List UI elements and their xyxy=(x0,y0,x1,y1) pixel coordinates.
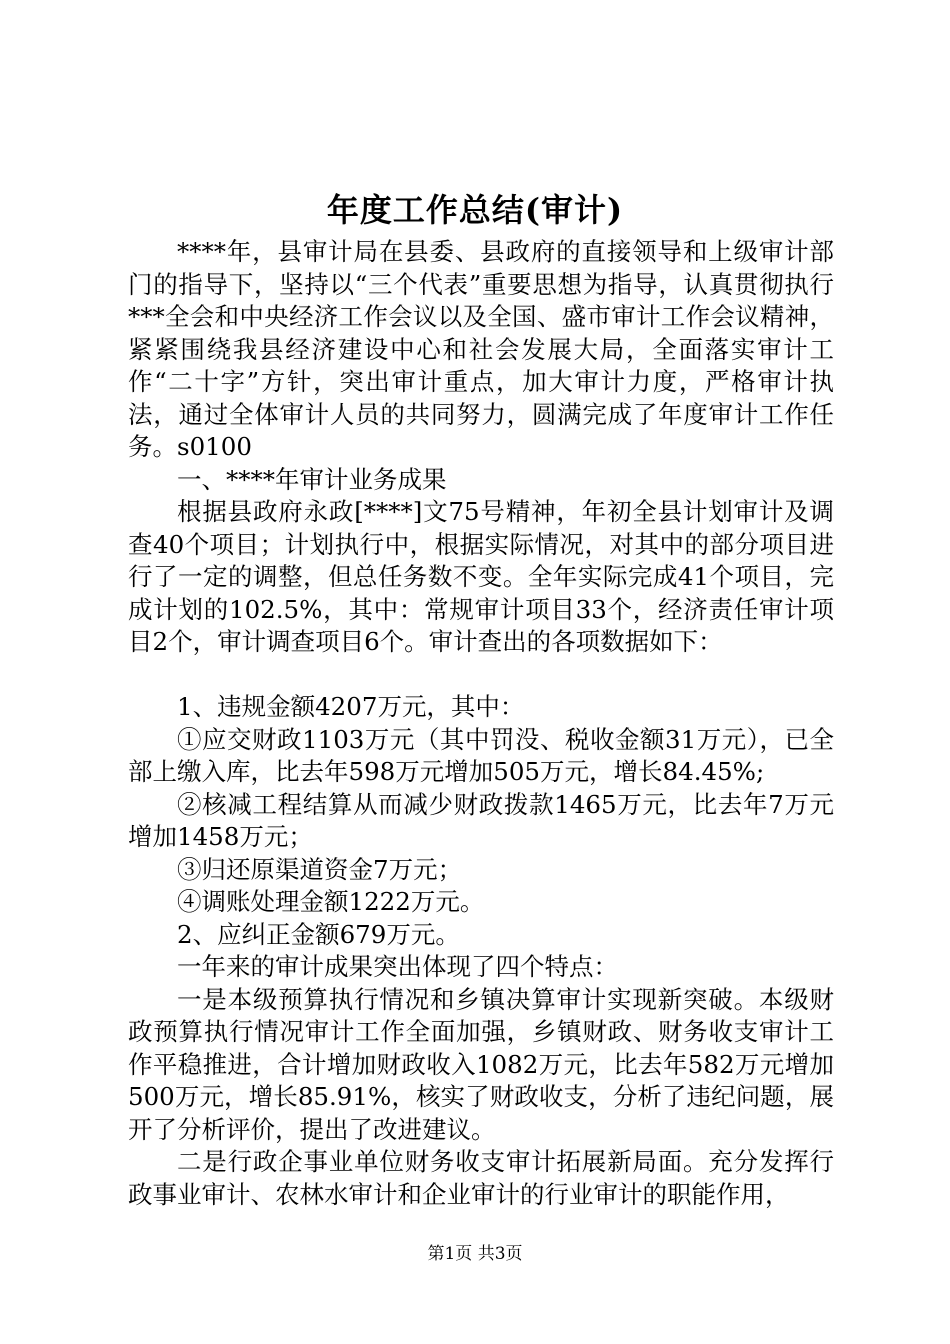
list-item-finance-due: ①应交财政1103万元（其中罚没、税收金额31万元），已全部上缴入库，比去年598万元增加505万元，增长84.45%; xyxy=(128,724,834,786)
list-item-violation-amount: 1、违规金额4207万元，其中： xyxy=(177,692,525,721)
paragraph-feature-2: 二是行政企事业单位财务收支审计拓展新局面。充分发挥行政事业审计、农林水审计和企业审计的行业审计的职能作用， xyxy=(128,1147,834,1209)
blank-line xyxy=(128,659,834,692)
section-heading-1: 一、****年审计业务成果 xyxy=(177,464,447,494)
list-item-project-settlement: ②核减工程结算从而减少财政拨款1465万元，比去年7万元增加1458万元； xyxy=(128,789,834,851)
paragraph-intro: ****年，县审计局在县委、县政府的直接领导和上级审计部门的指导下，坚持以“三个代表”重要思想为指导，认真贯彻执行***全会和中央经济工作会议以及全国、盛市审计工作会议精神，紧紧围绕我县经济建设中心和社会发展大局，全面落实审计工作“二十字”方针，突出审计重点，加大审计力度，严格审计执法，通过全体审计人员的共同努力，圆满完成了年度审计工作任务。s0100 xyxy=(128,237,834,461)
paragraph-plan: 根据县政府永政[****]文75号精神，年初全县计划审计及调查40个项目；计划执行中，根据实际情况，对其中的部分项目进行了一定的调整，但总任务数不变。全年实际完成41个项目，完成计划的102.5%，其中：常规审计项目33个，经济责任审计项目2个，审计调查项目6个。审计查出的各项数据如下： xyxy=(128,497,834,656)
document-title: 年度工作总结(审计) xyxy=(326,191,624,229)
paragraph-features-intro: 一年来的审计成果突出体现了四个特点： xyxy=(177,952,618,981)
paragraph-feature-1: 一是本级预算执行情况和乡镇决算审计实现新突破。本级财政预算执行情况审计工作全面加强，乡镇财政、财务收支审计工作平稳推进，合计增加财政收入1082万元，比去年582万元增加500万元，增长85.91%，核实了财政收支，分析了违纪问题，展开了分析评价，提出了改进建议。 xyxy=(128,984,834,1144)
page-footer: 第1页 共3页 xyxy=(427,1244,523,1264)
list-item-account-adjust: ④调账处理金额1222万元。 xyxy=(177,887,485,916)
list-item-correction-amount: 2、应纠正金额679万元。 xyxy=(177,919,460,949)
document-body xyxy=(128,236,834,1211)
list-item-return-funds: ③归还原渠道资金7万元； xyxy=(177,854,463,884)
